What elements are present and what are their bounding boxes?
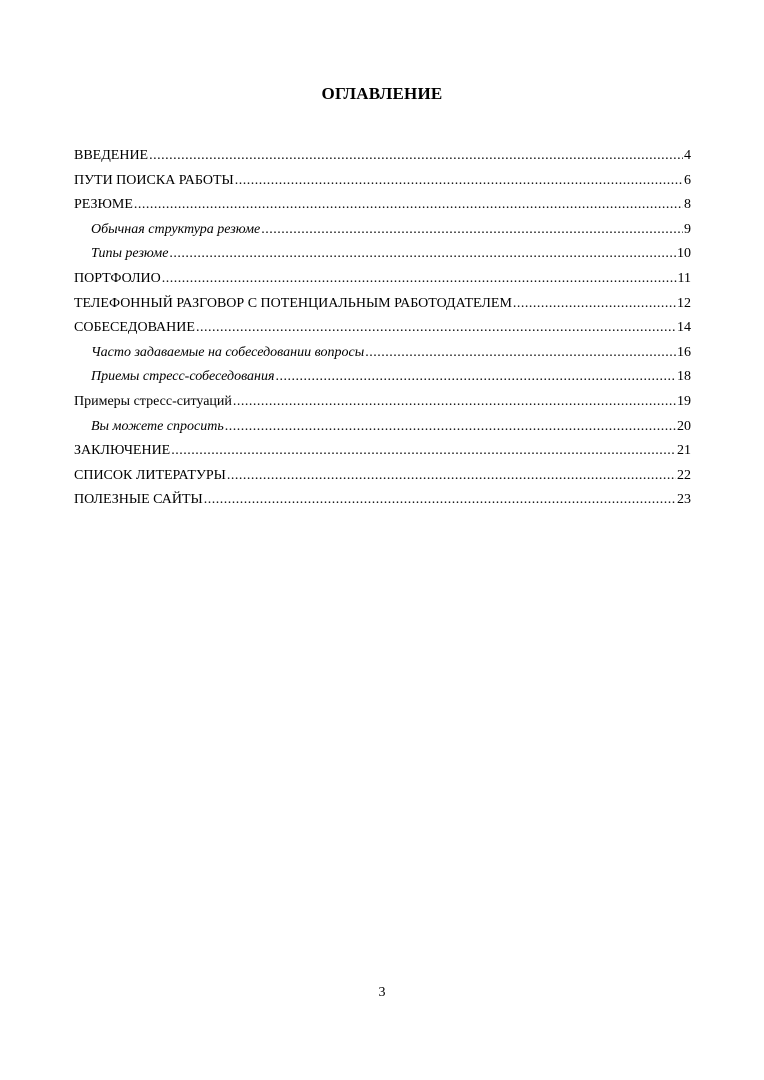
- toc-subentry[interactable]: [74, 343, 691, 368]
- toc-entry-label: РЕЗЮМЕ: [74, 197, 133, 213]
- toc-entry-page: 23: [677, 492, 691, 508]
- toc-subentry[interactable]: [74, 220, 691, 245]
- toc-leader-dots: [149, 146, 683, 166]
- toc-leader-dots: [225, 417, 676, 437]
- toc-entry-page: 16: [677, 344, 691, 360]
- toc-entry[interactable]: [74, 146, 691, 171]
- toc-entry[interactable]: [74, 490, 691, 515]
- toc-leader-dots: [169, 244, 676, 264]
- toc-entry[interactable]: [74, 294, 691, 319]
- toc-entry-label: Часто задаваемые на собеседовании вопросы: [91, 344, 365, 360]
- toc-entry-page: 8: [684, 197, 691, 213]
- toc-entry[interactable]: [74, 392, 691, 417]
- toc-leader-dots: [261, 220, 683, 240]
- toc-subentry[interactable]: [74, 417, 691, 442]
- toc-leader-dots: [162, 269, 677, 289]
- toc-leader-dots: [204, 490, 676, 510]
- toc-entry-label: Примеры стресс-ситуаций: [74, 393, 232, 409]
- page-number: 3: [378, 985, 386, 1000]
- toc-entry-page: 9: [684, 221, 691, 237]
- toc-entry-page: 18: [677, 369, 691, 385]
- toc-entry-label: ПОЛЕЗНЫЕ САЙТЫ: [74, 492, 203, 508]
- toc-leader-dots: [171, 441, 676, 461]
- toc-entry-page: 20: [677, 418, 691, 434]
- toc-entry-label: ЗАКЛЮЧЕНИЕ: [74, 443, 171, 459]
- toc-entry-label: Типы резюме: [91, 246, 169, 262]
- toc-entry-page: 19: [677, 393, 691, 409]
- toc-entry[interactable]: [74, 195, 691, 220]
- toc-entry[interactable]: [74, 318, 691, 343]
- toc-entry[interactable]: [74, 171, 691, 196]
- toc-entry-label: Вы можете спросить: [91, 418, 224, 434]
- toc-subentry[interactable]: [74, 367, 691, 392]
- toc-entry-label: ПУТИ ПОИСКА РАБОТЫ: [74, 172, 234, 188]
- toc-entry-label: СОБЕСЕДОВАНИЕ: [74, 320, 195, 336]
- toc-entry[interactable]: [74, 466, 691, 491]
- toc-leader-dots: [134, 195, 683, 215]
- toc-leader-dots: [365, 343, 676, 363]
- toc-leader-dots: [276, 367, 677, 387]
- toc-entry[interactable]: [74, 269, 691, 294]
- toc-entry-label: ВВЕДЕНИЕ: [74, 148, 149, 163]
- toc-leader-dots: [513, 294, 676, 314]
- toc-leader-dots: [233, 392, 676, 412]
- toc-entry-page: 22: [677, 467, 691, 483]
- toc-entry-page: 11: [677, 270, 691, 286]
- toc-entry-page: 12: [677, 295, 691, 311]
- table-of-contents: [74, 146, 691, 515]
- toc-entry-label: Обычная структура резюме: [91, 221, 261, 237]
- toc-entry-label: ПОРТФОЛИО: [74, 270, 161, 286]
- toc-entry[interactable]: [74, 441, 691, 466]
- toc-entry-page: 21: [677, 443, 691, 459]
- toc-leader-dots: [227, 466, 676, 486]
- toc-entry-label: СПИСОК ЛИТЕРАТУРЫ: [74, 467, 226, 483]
- toc-entry-label: ТЕЛЕФОННЫЙ РАЗГОВОР С ПОТЕНЦИАЛЬНЫМ РАБОТОДАТЕЛЕМ: [74, 295, 512, 311]
- toc-entry-page: 6: [684, 172, 691, 188]
- toc-entry-page: 4: [684, 148, 691, 163]
- toc-entry-page: 10: [677, 246, 691, 262]
- toc-leader-dots: [235, 171, 683, 191]
- toc-subentry[interactable]: [74, 244, 691, 269]
- toc-entry-page: 14: [677, 320, 691, 336]
- toc-entry-label: Приемы стресс-собеседования: [91, 369, 275, 385]
- page-title: ОГЛАВЛЕНИЕ: [321, 84, 443, 103]
- toc-leader-dots: [196, 318, 676, 338]
